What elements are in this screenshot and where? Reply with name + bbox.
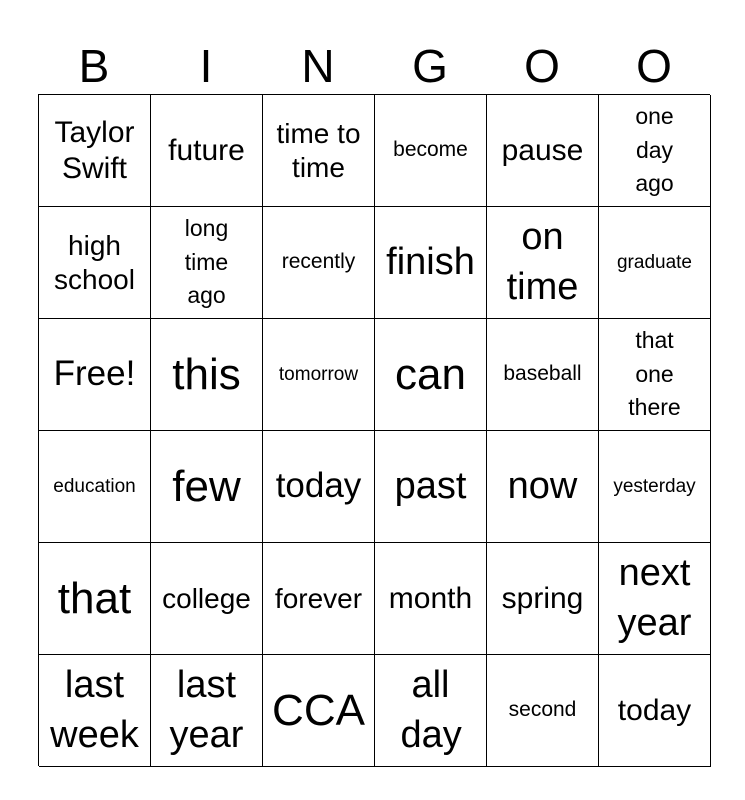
bingo-cell[interactable] [375, 655, 487, 767]
bingo-cell[interactable] [487, 431, 599, 543]
bingo-cell[interactable] [263, 319, 375, 431]
cell-text: last year [169, 664, 244, 756]
bingo-cell[interactable] [151, 543, 263, 655]
cell-text: this [172, 349, 241, 399]
cell-text: college [162, 582, 251, 614]
bingo-cell[interactable] [375, 543, 487, 655]
header-letter-o-2: O [636, 40, 672, 92]
header-letter-g: G [412, 40, 448, 92]
cell-text: pause [501, 133, 584, 167]
cell-text: graduate [616, 251, 692, 273]
bingo-cell[interactable] [151, 207, 263, 319]
bingo-cell[interactable] [39, 655, 151, 767]
cell-text: today [617, 693, 692, 727]
bingo-cell[interactable] [39, 431, 151, 543]
bingo-cell[interactable] [599, 655, 711, 767]
cell-text: become [393, 138, 468, 162]
cell-text: past [394, 464, 467, 507]
header-letter-b: B [78, 40, 110, 92]
bingo-cell[interactable] [263, 655, 375, 767]
cell-text: Taylor Swift [54, 115, 135, 185]
cell-text: month [388, 581, 473, 615]
bingo-board [38, 94, 710, 766]
cell-text: today [275, 466, 362, 506]
header-letter-o: O [524, 40, 560, 92]
cell-text: tomorrow [278, 363, 359, 385]
cell-text: next year [617, 552, 692, 644]
bingo-cell[interactable] [599, 543, 711, 655]
bingo-cell[interactable] [487, 543, 599, 655]
bingo-cell[interactable] [39, 319, 151, 431]
cell-text: education [53, 475, 136, 497]
cell-text: yesterday [613, 475, 696, 497]
cell-text: last week [50, 664, 139, 756]
cell-text: that one there [628, 327, 681, 421]
bingo-cell[interactable] [487, 319, 599, 431]
bingo-cell[interactable] [263, 207, 375, 319]
cell-text: on time [506, 216, 579, 308]
bingo-cell[interactable] [151, 95, 263, 207]
bingo-cell[interactable] [375, 95, 487, 207]
bingo-cell[interactable] [263, 95, 375, 207]
cell-text: future [168, 133, 245, 167]
cell-text: high school [54, 229, 135, 295]
bingo-cell[interactable] [375, 319, 487, 431]
cell-text: forever [274, 582, 363, 614]
bingo-cell[interactable] [39, 543, 151, 655]
cell-text: all day [400, 664, 462, 756]
cell-text: few [172, 461, 241, 511]
bingo-cell[interactable] [599, 207, 711, 319]
bingo-cell[interactable] [375, 431, 487, 543]
cell-text: Free! [53, 354, 136, 394]
cell-text: baseball [503, 362, 582, 386]
header-letter-n: N [301, 40, 335, 92]
bingo-cell[interactable] [263, 543, 375, 655]
bingo-cell[interactable] [39, 95, 151, 207]
bingo-cell[interactable] [487, 95, 599, 207]
bingo-cell[interactable] [151, 319, 263, 431]
cell-text: that [57, 573, 132, 623]
bingo-cell[interactable] [375, 207, 487, 319]
cell-text: now [507, 464, 578, 507]
header-letter-i: I [199, 40, 213, 92]
cell-text: one day ago [635, 103, 674, 197]
bingo-cell[interactable] [263, 431, 375, 543]
bingo-cell[interactable] [599, 95, 711, 207]
cell-text: time to time [276, 117, 361, 183]
bingo-cell[interactable] [151, 655, 263, 767]
cell-text: finish [386, 240, 475, 283]
bingo-cell[interactable] [599, 431, 711, 543]
bingo-cell[interactable] [599, 319, 711, 431]
bingo-cell[interactable] [151, 431, 263, 543]
cell-text: CCA [272, 685, 365, 735]
bingo-cell[interactable] [487, 655, 599, 767]
bingo-cell[interactable] [39, 207, 151, 319]
cell-text: recently [281, 250, 356, 274]
bingo-cell[interactable] [487, 207, 599, 319]
cell-text: second [508, 698, 577, 722]
bingo-header [38, 38, 710, 94]
cell-text: spring [501, 581, 584, 615]
cell-text: can [395, 349, 466, 399]
cell-text: long time ago [184, 215, 229, 309]
